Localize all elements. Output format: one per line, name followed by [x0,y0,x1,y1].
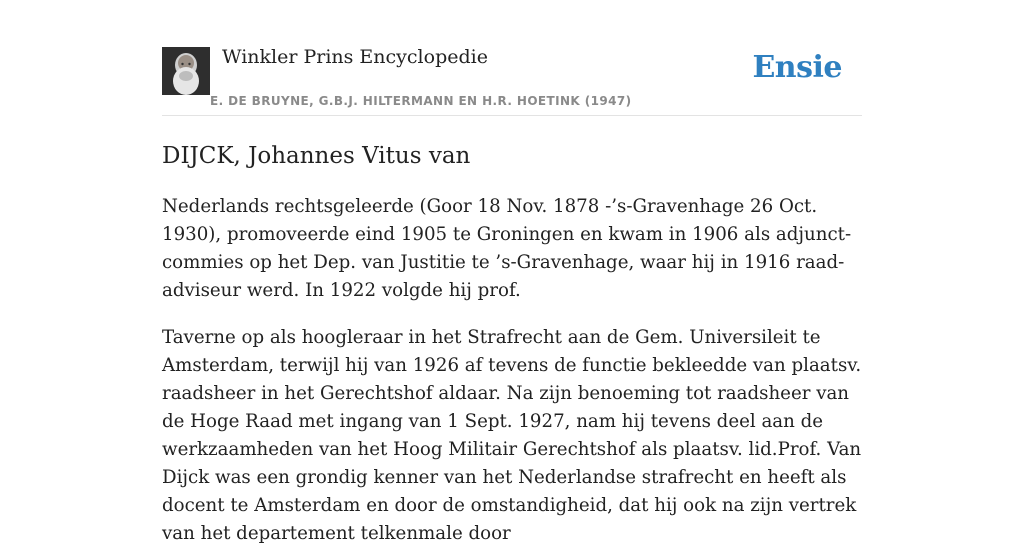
article-title: DIJCK, Johannes Vitus van [162,143,471,169]
page [162,0,862,544]
author-avatar[interactable] [162,47,210,95]
site-header [162,0,862,116]
portrait-icon [162,47,210,95]
article-paragraph: Nederlands rechtsgeleerde (Goor 18 Nov. 1878 -’s-Gravenhage 26 Oct. 1930), promoveerde eind 1905 te Groningen en kwam in 1906 als adjunct-commies op het Dep. van Justitie te ’s-Gravenhage, waar hij in 1916 raad-adviseur werd. In 1922 volgde hij prof. [162,196,852,301]
ensie-logo[interactable]: Ensie [752,50,842,85]
site-title[interactable]: Winkler Prins Encyclopedie [222,46,488,68]
source-authors: E. DE BRUYNE, G.B.J. HILTERMANN EN H.R. HOETINK (1947) [210,94,632,108]
article-paragraph: Taverne op als hoogleraar in het Strafrecht aan de Gem. Universileit te Amsterdam, terwijl hij van 1926 af tevens de functie bekleedde van plaatsv. raadsheer in het Gerechtshof aldaar. Na zijn benoeming tot raadsheer van de Hoge Raad met ingang van 1 Sept. 1927, nam hij tevens deel aan de werkzaamheden van het Hoog Militair Gerechtshof als plaatsv. lid.Prof. Van Dijck was een grondig kenner van het Nederlandse strafrecht en heeft als docent te Amsterdam en door de omstandigheid, dat hij ook na zijn vertrek van het departement telkenmale door [162,327,862,544]
